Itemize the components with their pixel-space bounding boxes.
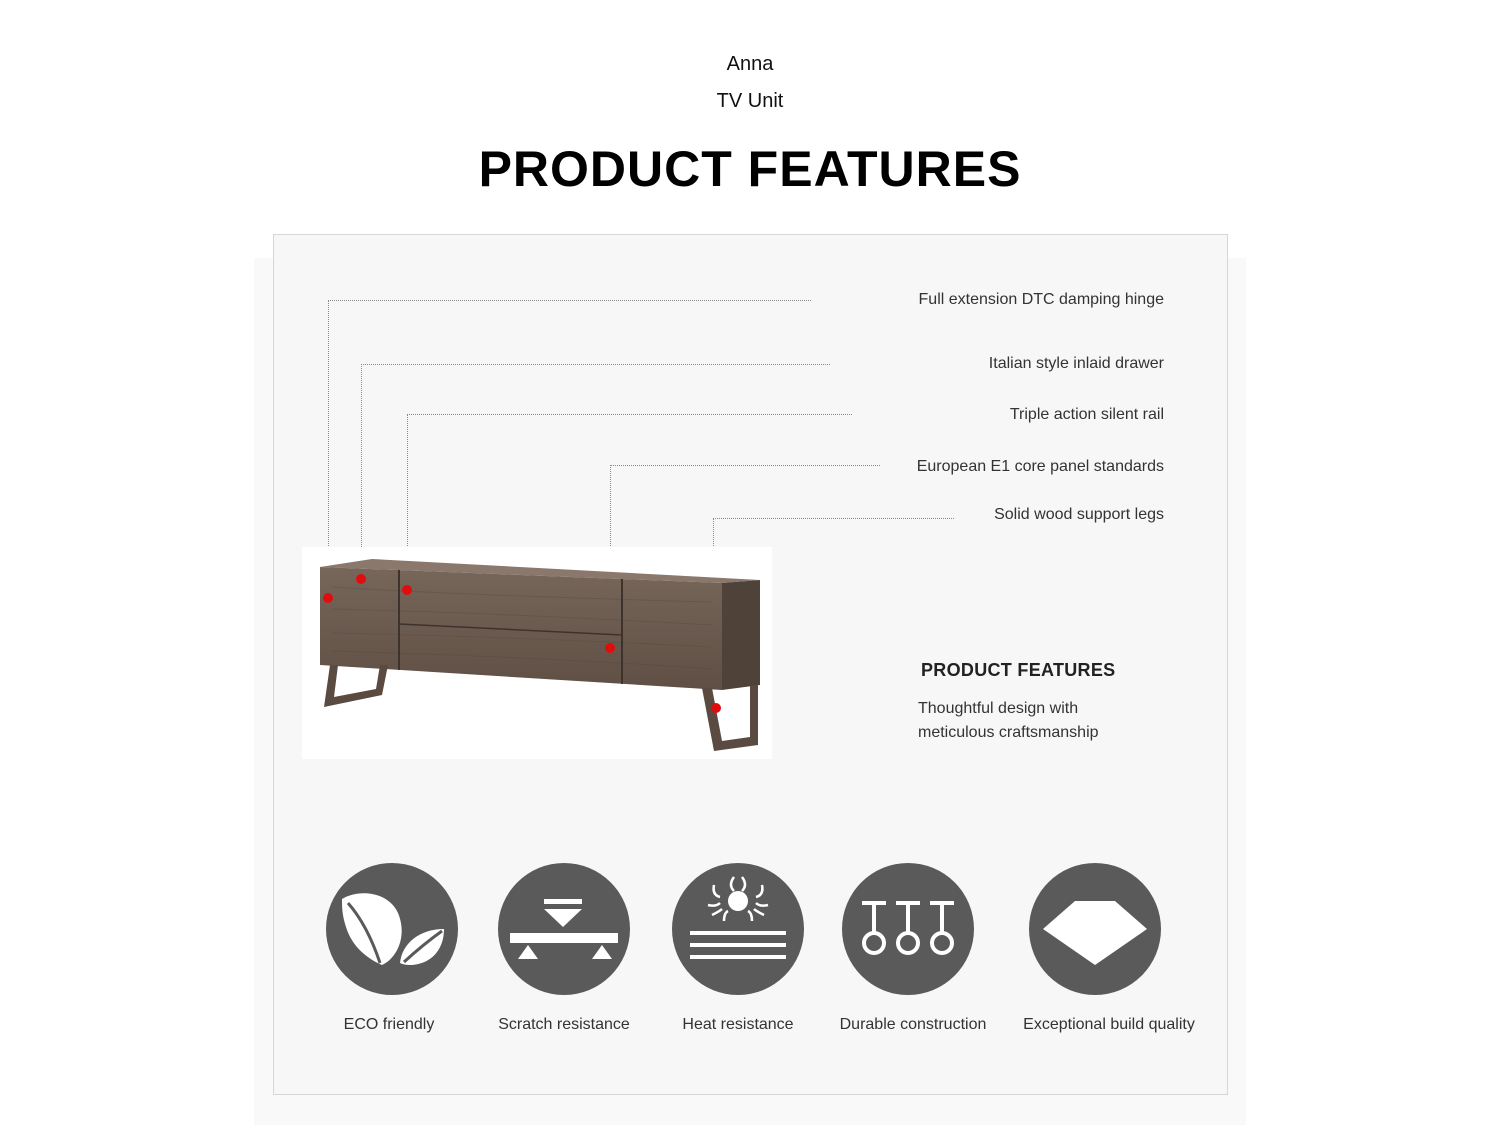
leaves-icon <box>326 863 458 995</box>
quality-badge <box>1029 863 1161 995</box>
callout-hinge: Full extension DTC damping hinge <box>918 291 1164 308</box>
leader-line-rail <box>407 414 852 415</box>
marker-panel <box>605 643 615 653</box>
badge-label-scratch: Scratch resistance <box>498 1016 630 1033</box>
callout-panel: European E1 core panel standards <box>916 458 1164 475</box>
brand-name: Anna <box>726 53 774 75</box>
callout-drawer: Italian style inlaid drawer <box>988 355 1164 372</box>
callout-rail: Triple action silent rail <box>1009 406 1164 423</box>
marker-legs <box>711 703 721 713</box>
summary-line-2: meticulous craftsmanship <box>918 724 1099 741</box>
page-title: PRODUCT FEATURES <box>478 141 1022 197</box>
rings-icon <box>842 863 974 995</box>
badge-label-durable: Durable construction <box>839 1016 987 1033</box>
leader-line-drawer <box>361 364 830 365</box>
scratch-test-icon <box>498 863 630 995</box>
summary-text <box>918 697 1178 745</box>
marker-drawer <box>356 574 366 584</box>
tv-unit-image <box>302 547 772 759</box>
badge-label-quality: Exceptional build quality <box>1023 1016 1195 1033</box>
badge-label-eco: ECO friendly <box>343 1016 435 1033</box>
leader-line-hinge <box>328 300 811 301</box>
summary-heading: PRODUCT FEATURES <box>921 660 1116 680</box>
scratch-badge <box>498 863 630 995</box>
product-name: TV Unit <box>716 90 784 112</box>
sun-heat-icon <box>672 863 804 995</box>
leader-line-legs <box>713 518 954 519</box>
callout-legs: Solid wood support legs <box>994 506 1164 523</box>
heat-badge <box>672 863 804 995</box>
summary-line-1: Thoughtful design with <box>918 700 1079 717</box>
durable-badge <box>842 863 974 995</box>
marker-hinge <box>323 593 333 603</box>
leader-line-panel <box>610 465 880 466</box>
badge-label-heat: Heat resistance <box>682 1016 794 1033</box>
diamond-icon <box>1029 863 1161 995</box>
eco-badge <box>326 863 458 995</box>
marker-rail <box>402 585 412 595</box>
